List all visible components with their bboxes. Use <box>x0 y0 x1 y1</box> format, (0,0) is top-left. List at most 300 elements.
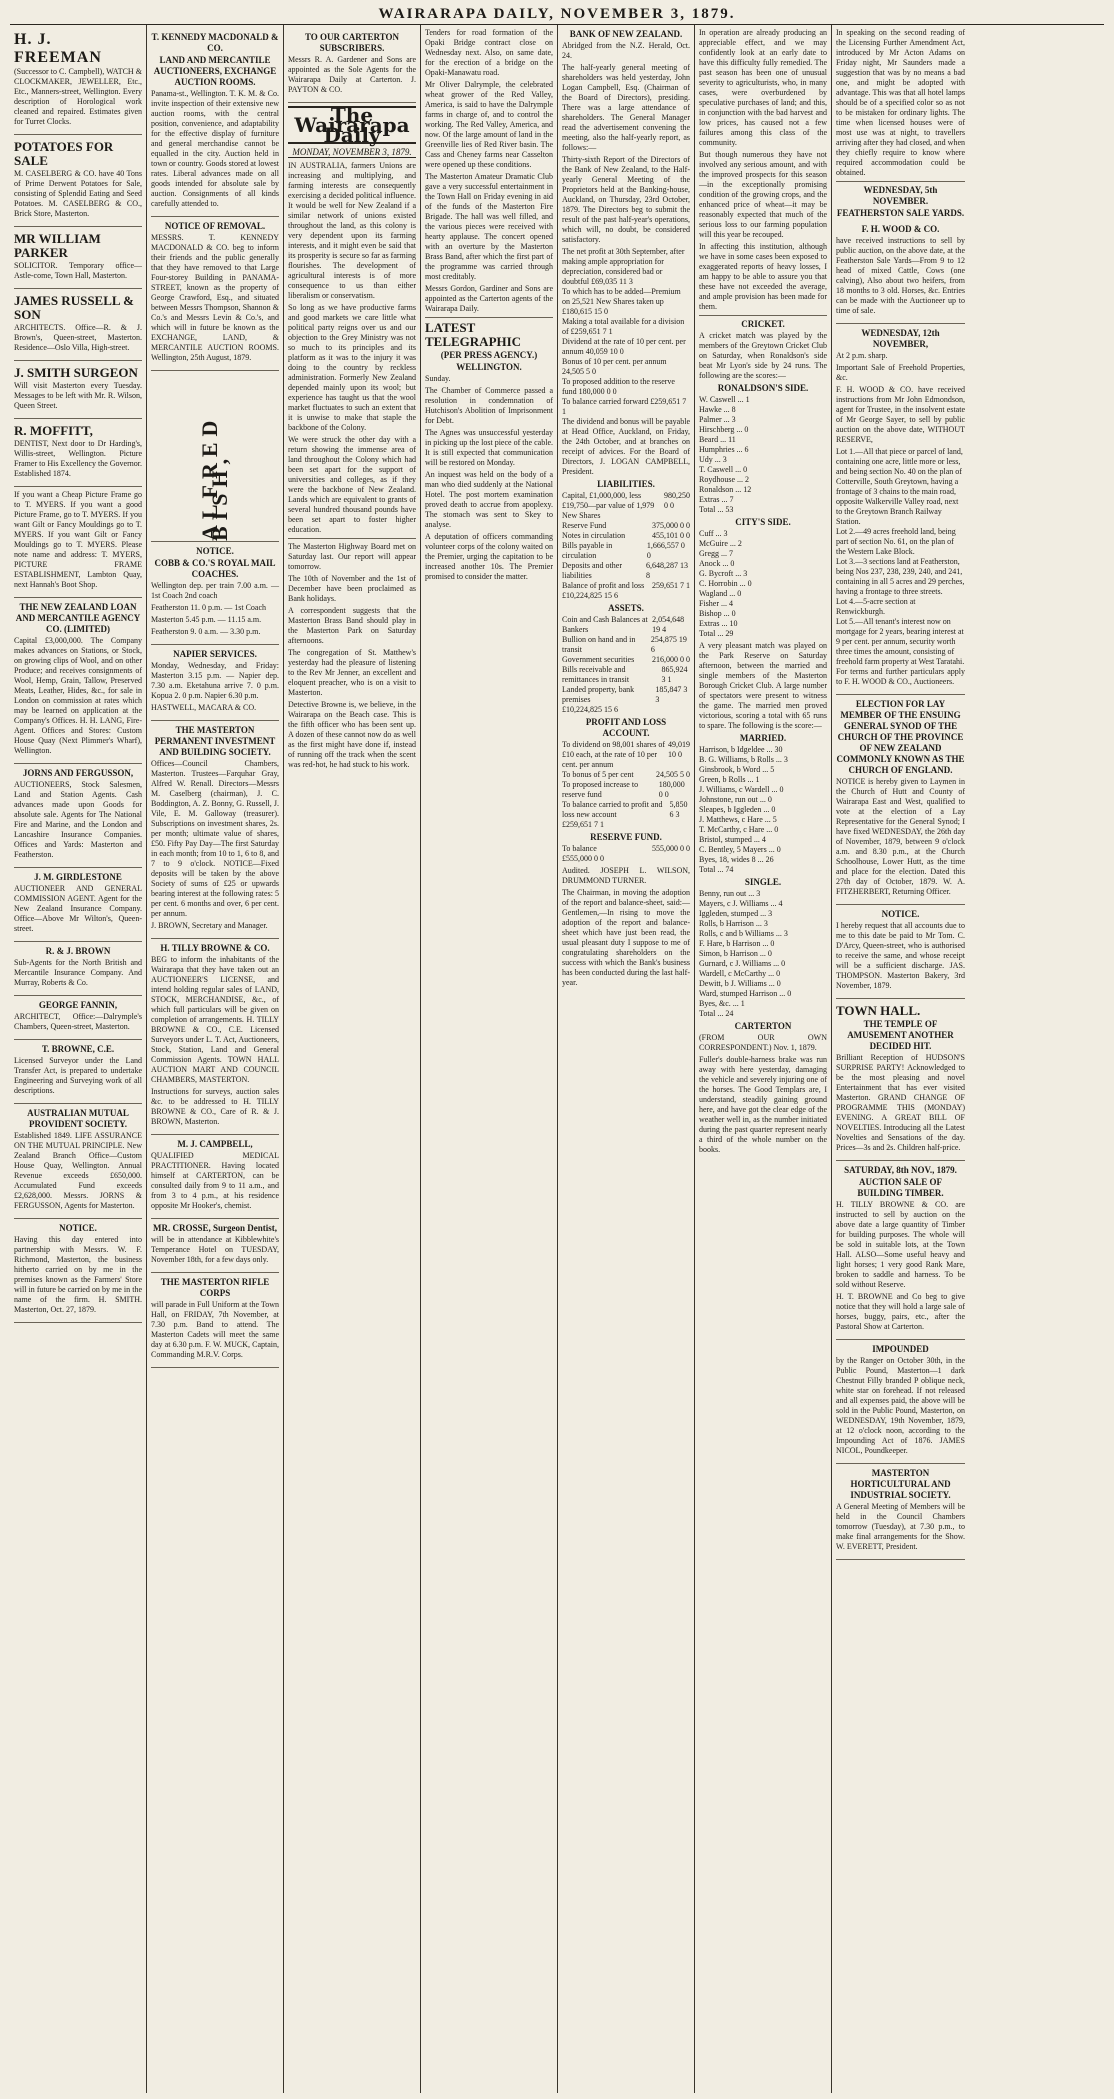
list-item: B. G. Williams, b Rolls ... 3 <box>699 755 788 764</box>
list-item: C. Horrobin ... 0 <box>699 579 752 588</box>
timetable-row: Featherston 9. 0 a.m. — 3.30 p.m. <box>151 627 261 636</box>
list-item: Benny, run out ... 3 <box>699 889 761 898</box>
report-paragraph: In affecting this institution, although we have in some cases been exposed to exaggerated reports of heavy losses, I am happy to be able to assure you that these have not exceeded the average, and ample provision has been made for them. <box>699 242 827 311</box>
list-item: Palmer ... 3 <box>699 415 736 424</box>
list-item: Roydhouse ... 2 <box>699 475 749 484</box>
table-row <box>562 581 690 591</box>
section-heading: LATEST TELEGRAPHIC <box>425 320 522 349</box>
ad-myers <box>14 487 142 598</box>
telegraph-paragraph: The Agnes was unsuccessful yesterday in picking up the lost piece of the cable. It is still expected that communication will be restored on Monday. <box>425 428 553 467</box>
ad-macdonald <box>151 28 279 217</box>
column-1 <box>10 25 147 2093</box>
ad-moffitt <box>14 419 142 487</box>
row-label: Notes in circulation <box>562 531 626 540</box>
row-label: Landed property, bank premises <box>562 685 635 704</box>
row-label: Coin and Cash Balances at Bankers <box>562 615 648 634</box>
account-label: To balance carried forward <box>562 397 649 406</box>
account-row <box>562 317 690 337</box>
news-paragraph: Messrs Gordon, Gardiner and Sons are appointed as the Carterton agents of the Wairarapa Daily. <box>425 284 553 313</box>
ad-title: THE NEW ZEALAND LOAN AND MERCANTILE AGENCY CO. (LIMITED) <box>15 602 141 634</box>
list-item: Rolls, b Harrison ... 3 <box>699 919 768 928</box>
table-row <box>562 521 690 531</box>
ad-alfred-bish <box>151 371 279 542</box>
list-item: Wagland ... 0 <box>699 589 742 598</box>
row-label: To proposed increase to reserve fund <box>562 780 639 799</box>
account-value: £259,651 7 1 <box>570 327 613 336</box>
score-total: Total ... 29 <box>699 629 734 638</box>
ad-russell <box>14 289 142 361</box>
account-label: To which has to be added—Premium on 25,521 New Shares taken up <box>562 287 681 306</box>
ad-title: R. & J. BROWN <box>45 946 111 956</box>
telegraph-paragraph: An inquest was held on the body of a man who died suddenly at the National Hotel. The post mortem examination proved death to accrue from apoplexy. The stomach was sent to Skey to analyse. <box>425 470 553 529</box>
list-item: Lot 1.—All that piece or parcel of land, containing one acre, little more or less, and being section No. 40 on the plan of Cotterville, South Greytown, having a frontage of 3 chains to the main road, opposite Walkerville Valley road, next to the Greytown Branch Railway Station. <box>836 447 963 526</box>
table-row <box>562 770 690 780</box>
row-value: 980,250 0 0 <box>664 491 690 510</box>
row-label: To dividend on 98,001 shares of £10 each, at the rate of 10 per cent. per annum <box>562 740 665 769</box>
ad-body: AUCTIONEERS, Stock Salesmen, Land and Station Agents. Cash advances made upon Goods for absolute sale. Agents for The National Fire and Marine, and the London and Lancashire Insurance Companies. Offices and Yards: Masterton and Featherston. <box>14 780 142 859</box>
score-total: Total ... 74 <box>699 865 734 874</box>
ad-notice-smith <box>14 1219 142 1323</box>
account-label: Making a total available for a division of <box>562 317 685 336</box>
sale-time: At 2 p.m. sharp. <box>836 351 888 360</box>
ad-body: will be in attendance at Kibblewhite's Temperance Hotel on TUESDAY, November 18th, for a few days only. <box>151 1235 279 1264</box>
ad-title: MR WILLIAM PARKER <box>14 231 101 260</box>
news-paragraph: In speaking on the second reading of the Licensing Further Amendment Act, introduced by Mr Acton Adams on Friday night, Mr Saunders made a suggestion that was by no means a bad one, and might be adopted with advantage. This was that all hotel lamps should be of a specified color so as not to be mistaken for ordinary lights. The time when licensed houses were of most use was at night, to travellers arriving after they had closed, and when they chiefly require to know where required accommodation could be obtained. <box>836 28 965 177</box>
ad-impounded <box>836 1340 965 1464</box>
news-paragraph: Tenders for road formation of the Opaki Bridge contract close on Wednesday next. Also, on same date, for the erection of a bridge on the Opaki-Manawatu road. <box>425 28 553 77</box>
table-row <box>562 800 690 820</box>
ad-title: H. TILLY BROWNE & CO. <box>160 943 270 953</box>
table-row <box>562 531 690 541</box>
list-item: T. McCarthy, c Hare ... 0 <box>699 825 779 834</box>
list-item: Wardell, c McCarthy ... 0 <box>699 969 781 978</box>
list-item: C. Bentley, 5 Mayers ... 0 <box>699 845 781 854</box>
section-heading: CRICKET. <box>741 319 785 329</box>
sale-subheading: Important Sale of Freehold Properties, &c. <box>836 363 965 382</box>
table-row <box>562 740 690 770</box>
dateline: MONDAY, NOVEMBER 3, 1879. <box>288 147 416 158</box>
ad-title: T. KENNEDY MACDONALD & CO. <box>151 32 279 53</box>
ad-cobb-coaches <box>151 542 279 645</box>
row-value: 49,019 10 0 <box>668 740 690 759</box>
table-row <box>562 685 690 705</box>
ad-title: F. H. WOOD & CO. <box>861 224 940 234</box>
row-label: To balance carried to profit and loss new account <box>562 800 663 819</box>
account-value: 40,059 10 0 <box>585 347 624 356</box>
ad-crosse <box>151 1219 279 1273</box>
ad-body: QUALIFIED MEDICAL PRACTITIONER. Having located himself at CARTERTON, can be consulted daily from 9 to 11 a.m., and from 3 to 4 p.m., at his residence opposite Mr Hooker's, chemist. <box>151 1151 279 1210</box>
ad-title: J. M. GIRDLESTONE <box>34 872 122 882</box>
ad-title: IMPOUNDED <box>872 1344 929 1354</box>
row-value: 24,505 5 0 <box>656 770 690 779</box>
list-item: Gregg ... 7 <box>699 549 733 558</box>
ad-body: DENTIST, Next door to Dr Harding's, Willis-street, Wellington. Picture Framer to His Excellency the Governor. Established 1874. <box>14 439 142 478</box>
row-label: Deposits and other liabilities <box>562 561 622 580</box>
account-row <box>562 397 690 417</box>
news-paragraph: The 10th of November and the 1st of December have been proclaimed as Bank holidays. <box>288 574 416 603</box>
ad-body: by the Ranger on October 30th, in the Public Pound, Masterton—1 dark Chestnut Filly branded P oblique neck, white star on forehead. If not released and all expenses paid, the above will be sold in the Public Pound, Masterton, on WEDNESDAY, 19th November, 1879, at 12 o'clock noon, according to the Impounding Act of 1876. JAMES NICOL, Poundkeeper. <box>836 1356 965 1455</box>
ad-subtitle: COBB & CO.'S ROYAL MAIL COACHES. <box>154 558 276 579</box>
news-paragraph: A very pleasant match was played on the Park Reserve on Saturday afternoon, between the married and single members of the Masterton Borough Cricket Club. A large number of spectators were present to witness the game. The married men proved victorious, scoring a total with 65 runs to spare. The following is the score:— <box>699 641 827 730</box>
ad-title: SATURDAY, 8th NOV., 1879. <box>844 1165 957 1175</box>
table-heading: RESERVE FUND. <box>590 832 662 842</box>
column-3 <box>284 25 421 2093</box>
section-heading: CARTERTON <box>734 1021 792 1031</box>
ad-title: ELECTION FOR LAY MEMBER OF THE ENSUING GENERAL SYNOD OF THE CHURCH OF THE PROVINCE OF NEW ZEALAND COMMONLY KNOWN AS THE CHURCH OF ENGLAND. <box>836 699 965 775</box>
ad-timber-sale <box>836 1161 965 1340</box>
ad-title: TOWN HALL. <box>836 1003 921 1018</box>
column-2 <box>147 25 284 2093</box>
ad-title: NOTICE. <box>881 909 920 919</box>
ad-wood-freehold <box>836 324 965 695</box>
list-item: Dewitt, b J. Williams ... 0 <box>699 979 781 988</box>
account-label: The net profit at 30th September, after making ample appropriation for depreciation, considered bad or doubtful <box>562 247 685 286</box>
ad-amp-society <box>14 1104 142 1219</box>
list-item: Johnstone, run out ... 0 <box>699 795 772 804</box>
section-heading: BANK OF NEW ZEALAND. <box>569 29 683 39</box>
list-item: Lot 4.—5-acre section at Renwickburgh. <box>836 597 916 616</box>
ad-body: Brilliant Reception of HUDSON'S SURPRISE PARTY! Acknowledged to be the most pleasing and novel Entertainment that has ever visited Masterton. GRAND CHANGE OF PROGRAMME THIS (MONDAY) EVENING. A GREAT BILL OF NOVELTIES. Introducing all the Latest Novelties and Sensations of the day. Prices—3s and 2s. Children half-price. <box>836 1053 965 1152</box>
account-value: 24,505 5 0 <box>562 367 596 376</box>
news-paragraph: Mr Oliver Dalrymple, the celebrated wheat grower of the Red Valley, America, is said to have the Dalrymple farms in charge of, and to control the working. The Red Valley, America, and now. Of the large amount of land in the Greenville lies of Red River basin. The Cass and Cheney farms near Casselton were opened up these conditions. <box>425 80 553 169</box>
ad-title: JORNS AND FERGUSSON, <box>22 768 134 778</box>
list-item: Rolls, c and b Williams ... 3 <box>699 929 788 938</box>
ad-title: THE MASTERTON PERMANENT INVESTMENT AND BUILDING SOCIETY. <box>154 725 276 757</box>
list-item: Harrison, b Idgeldee ... 30 <box>699 745 783 754</box>
ad-body: Established 1849. LIFE ASSURANCE ON THE MUTUAL PRINCIPLE. New Zealand Branch Office—Custom House Quay, Wellington. Annual Revenue exceeds £650,000. Accumulated Fund exceeds £2,628,000. Messrs. JORNS & FERGUSSON, Agents for Masterton. <box>14 1131 142 1210</box>
ad-body: BEG to inform the inhabitants of the Wairarapa that they have taken out an AUCTIONEER'S LICENSE, and intend holding regular sales of LAND, STOCK, MERCHANDISE, &c., of which full particulars will be given on completion of arrangements. H. TILLY BROWNE & CO., C.E. Licensed Surveyors under L. T. Act, Auctioneers, Stock, Station, Land and General Commission Agents. TOWN HALL AUCTION MART AND COUNCIL CHAMBERS, MASTERTON. <box>151 955 279 1084</box>
list-item: J. Matthews, c Hare ... 5 <box>699 815 777 824</box>
row-value: 455,101 0 0 <box>652 531 690 540</box>
table-heading: LIABILITIES. <box>597 479 655 489</box>
report-paragraph: In operation are already producing an appreciable effect, and we may confidently look at an early date to have this difficulty fully remedied. The past season has been one of unusual severity to agriculturists, who, in many cases, were overburdened by speculative purchases of land; and this, in conjunction with the bad harvest and low prices, has caused not a few failures among this class of the community. <box>699 28 827 147</box>
row-label: Balance of profit and loss <box>562 581 645 590</box>
ad-title: NOTICE. <box>196 546 234 556</box>
ad-subtitle: AUCTION SALE OF BUILDING TIMBER. <box>857 1177 944 1198</box>
news-paragraph: A cricket match was played by the members of the Greytown Cricket Club on Saturday, when Ronaldson's side beat Mr Lyon's side by 24 runs. The following are the scores:— <box>699 331 827 380</box>
account-label: Bonus of 10 per cent. per annum <box>562 357 667 366</box>
ad-body: Offices—Council Chambers, Masterton. Trustees—Farquhar Gray, Alfred W. Renall. Directors—Messrs M. Caselberg (chairman), J. C. Boddington, A. Z. Bonny, G. Russell, J. Vile, E. M. Galloway (treasurer). Subscriptions on investment shares, 2s. per month; ultimate value of shares, £50. Fifty Pay Day—The first Saturday in each month; from 10 to 1, 6 to 8, and 7 to 9 o'clock. NOTICE—Fixed deposits will be taken by the above Society of sums of £25 or upwards bearing interest at the following rates: 5 per cent. 6 months and over, 6 per cent. per annum. <box>151 759 279 918</box>
report-paragraph: The Chairman, in moving the adoption of the report and balance-sheet, said:—Gentlemen,—In rising to move the adoption of the report and balance-sheet which have just been read, the usual pleasant duty I suppose to me of congratulating shareholders on the success with which the Bank's business has been conducted during the last half-year. <box>562 888 690 987</box>
list-item: Byes, 18, wides 8 ... 26 <box>699 855 774 864</box>
table-row <box>562 561 690 581</box>
ad-tilly-browne <box>151 939 279 1135</box>
ad-title: M. J. CAMPBELL, <box>177 1139 253 1149</box>
section-subheading: (PER PRESS AGENCY.) <box>440 350 538 360</box>
ad-body: AUCTIONEER AND GENERAL COMMISSION AGENT. Agent for the New Zealand Insurance Company. Office—Above Mr Wilton's, Queen-street. <box>14 884 142 933</box>
account-row <box>562 357 690 377</box>
table-heading: ASSETS. <box>608 603 644 613</box>
ad-title: T. BROWNE, C.E. <box>41 1044 115 1054</box>
row-value: 259,651 7 1 <box>652 581 690 590</box>
editorial-paragraph: So long as we have productive farms and good markets we care little what political party reigns over us and our objection to the Grey Ministry was not so much to its principles and its platform as it was to the injury it was doing to the country by reckless administration. Formerly New Zealand depended mainly upon its wool; but experience has taught us that the wool market fluctuates to such an extent that it is unwise to make that staple the backbone of the Colony. <box>288 303 416 432</box>
account-value: £69,035 11 3 <box>591 277 633 286</box>
ad-title: GEORGE FANNIN, <box>38 1000 118 1010</box>
ad-body: H. TILLY BROWNE & CO. are instructed to sell by auction on the above date a large quantity of Timber for building purposes. The whole will be sold in suitable lots, at the Town Hall. ALSO—Some useful heavy and light horses; 1 very good Rank Mare, broken to saddle and harness. To be sold without Reserve. <box>836 1200 965 1289</box>
ad-napier-services <box>151 645 279 721</box>
ad-body: If you want a Cheap Picture Frame go to T. MYERS. If you want a good Picture Frame, go to T. MYERS. If you want Gilt or Fancy Mouldings go to T. MYERS. If you want Gilt or Fancy Mouldings go to T. MYERS. Please note name and address: T. MYERS, PICTURE FRAME ESTABLISHMENT, Lambton Quay, next Hannah's Boot Shop. <box>14 490 142 589</box>
ad-title: MR. CROSSE, Surgeon Dentist, <box>152 1223 277 1233</box>
divider <box>425 317 553 318</box>
score-list <box>699 395 827 505</box>
dateline-day: Sunday. <box>425 374 451 383</box>
account-row <box>562 337 690 357</box>
list-item: Iggleden, stumped ... 3 <box>699 909 773 918</box>
list-item: Ward, stumped Harrison ... 0 <box>699 989 792 998</box>
ad-town-hall <box>836 999 965 1161</box>
ad-title: NAPIER SERVICES. <box>173 649 257 659</box>
ad-freeman <box>14 28 142 135</box>
ad-subtitle: THE TEMPLE OF AMUSEMENT ANOTHER DECIDED HIT. <box>847 1019 954 1051</box>
score-list <box>699 889 827 1009</box>
score-total: Total ... 24 <box>699 1009 734 1018</box>
list-item: Lot 3.—3 sections land at Featherston, being Nos 237, 238, 239, 240, and 241, containing in all 5 acres and 29 perches, having a frontage to three streets. <box>836 557 965 596</box>
section-subheading: (FROM OUR OWN CORRESPONDENT.) Nov. 1, 1879. <box>699 1033 827 1052</box>
table-row <box>562 844 690 854</box>
report-paragraph: The dividend and bonus will be payable at Head Office, Auckland, on Friday, the 24th October, and at branches on receipt of advices. For the Board of Directors, J. LOGAN CAMPBELL, President. <box>562 417 690 476</box>
row-label: Capital, £1,000,000, less £19,750—par value of 1,979 New Shares <box>562 491 655 520</box>
list-item: Lot 5.—All tenant's interest now on mortgage for 2 years, bearing interest at 9 per cent. per annum, security worth three times the amount, consisting of freehold farm property at West Taratahi. <box>836 617 965 666</box>
list-item: Ronaldson ... 12 <box>699 485 752 494</box>
timetable-row: Wellington dep. per train 7.00 a.m. — 1st Coach 2nd coach <box>151 581 279 600</box>
table-row <box>562 541 690 561</box>
auditors: Audited. JOSEPH L. WILSON, DRUMMOND TURNER. <box>562 866 690 885</box>
ad-body: SOLICITOR. Temporary office—Astle-come, Town Hall, Masterton. <box>14 261 142 280</box>
news-paragraph: The Masterton Amateur Dramatic Club gave a very successful entertainment in the Town Hall on Friday evening in aid of the funds of the Masterton Fire Brigade. The hall was well filled, and the various pieces were received with hearty applause. The concert opened with an overture by the Masterton Brass Band, after which the first part of the programme was carried through most creditably. <box>425 172 553 281</box>
list-item: Sleapes, b Iggleden ... 0 <box>699 805 776 814</box>
row-label: Reserve Fund <box>562 521 607 530</box>
page-masthead: WAIRARAPA DAILY, NOVEMBER 3, 1879. <box>10 4 1104 25</box>
account-value: £259,651 7 1 <box>562 397 687 416</box>
list-item: Hirschberg ... 0 <box>699 425 749 434</box>
list-item: Udy ... 3 <box>699 455 727 464</box>
ad-jorns <box>14 764 142 868</box>
row-label: Bills payable in circulation <box>562 541 613 560</box>
ad-body: M. CASELBERG & CO. have 40 Tons of Prime Derwent Potatoes for Sale, consisting of Splendid Eating and Seed Potatoes. M. CASELBERG & CO., Brick Store, Masterton. <box>14 169 142 218</box>
row-label: Bills receivable and remittances in transit <box>562 665 630 684</box>
ad-title: H. J. FREEMAN <box>14 31 102 66</box>
ad-body: I hereby request that all accounts due to me to this date be paid to Mr Tom. C. D'Arcy, Queen-street, who is authorised to receive the same, and whose receipt will be a sufficient discharge. JAS. THOMPSON. Masterton Bakery, 3rd November, 1879. <box>836 921 965 990</box>
list-item: W. Caswell ... 1 <box>699 395 750 404</box>
ad-title: THE MASTERTON RIFLE CORPS <box>160 1277 270 1298</box>
table-row <box>562 655 690 665</box>
sale-date: WEDNESDAY, 5th NOVEMBER. <box>863 185 938 206</box>
ad-carterton-subscribers <box>288 28 416 103</box>
ad-building-society <box>151 721 279 939</box>
row-value: 185,847 3 3 <box>655 685 688 704</box>
column-4 <box>421 25 558 2093</box>
account-value: 180,000 0 0 <box>578 387 617 396</box>
divider <box>699 315 827 316</box>
editorial-paragraph: We were struck the other day with a return showing the immense area of land throughout the Colony which had been set apart for the support of universities and colleges, as if they were the backbone of New Zealand. Lands which are equivalent to grants of several hundred thousand pounds have been set apart to foster higher education. <box>288 435 416 534</box>
row-value: 865,924 3 1 <box>661 665 688 684</box>
row-value: 254,875 19 6 <box>650 635 687 654</box>
list-item: J. Williams, c Wardell ... 0 <box>699 785 784 794</box>
table-total: £10,224,825 15 6 <box>562 591 618 600</box>
ad-footer: Instructions for surveys, auction sales &c. to be addressed to H. TILLY BROWNE & CO., Care of R. & J. BROWN, Masterton. <box>151 1087 279 1126</box>
news-paragraph: Detective Browne is, we believe, in the Wairarapa on the Beach case. This is the fifth officer who has been sent up. A dozen of these cannot now do as well as the first might have done if, instead of running off the track when the scent was red-hot, he had stuck to his work. <box>288 700 416 769</box>
list-item: Bishop ... 0 <box>699 609 736 618</box>
ad-horticultural <box>836 1464 965 1560</box>
ad-title: J. SMITH SURGEON <box>14 365 138 380</box>
telegraph-paragraph: A deputation of officers commanding volunteer corps of the colony waited on the Premier, urging the capitation to be increased another 10s. The Premier promised to consider the matter. <box>425 532 553 581</box>
account-row <box>562 377 690 397</box>
list-item: Green, b Rolls ... 1 <box>699 775 760 784</box>
list-item: Extras ... 7 <box>699 495 734 504</box>
row-value: 5,850 6 3 <box>669 800 688 819</box>
team-heading: RONALDSON'S SIDE. <box>717 383 809 393</box>
column-7 <box>832 25 969 2093</box>
ad-title: TO OUR CARTERTON SUBSCRIBERS. <box>304 32 400 53</box>
ad-body: F. H. WOOD & CO. have received instructions from Mr John Edmondson, agent for Trustee, in the insolvent estate of Mr George Sayer, to sell by public auction on the above date, WITHOUT RESERVE, <box>836 385 965 444</box>
ad-body: will parade in Full Uniform at the Town Hall, on FRIDAY, 7th November, at 7.30 p.m. Band to attend. The Masterton Cadets will meet the same day at 6.30 p.m. F. W. MUCK, Captain, Commanding M.R.V. Corps. <box>151 1300 279 1359</box>
ad-body: Will visit Masterton every Tuesday. Messages to be left with Mr. R. Wilson, Queen Street. <box>14 381 142 410</box>
ad-campbell <box>151 1135 279 1219</box>
list-item: Cuff ... 3 <box>699 529 728 538</box>
list-item: Extras ... 10 <box>699 619 738 628</box>
section-subheading: Abridged from the N.Z. Herald, Oct. 24. <box>562 41 690 60</box>
ad-title: R. MOFFITT, <box>14 423 93 438</box>
list-item: Mayers, c J. Williams ... 4 <box>699 899 783 908</box>
row-value: 180,000 0 0 <box>658 780 685 799</box>
divider <box>288 538 416 539</box>
ad-body: H. T. BROWNE and Co beg to give notice that they will hold a large sale of horses, buggy, pairs, etc., after the Pastoral Show at Carterton. <box>836 1292 965 1331</box>
ad-title: POTATOES FOR SALE <box>14 139 114 168</box>
table-row <box>562 665 690 685</box>
ad-subtitle: LAND AND MERCANTILE AUCTIONEERS, EXCHANGE AUCTION ROOMS. <box>153 55 277 87</box>
table-row <box>562 615 690 635</box>
list-item: Byes, &c. ... 1 <box>699 999 745 1008</box>
row-value: 555,000 0 0 <box>652 844 690 853</box>
row-label: To balance <box>562 844 597 853</box>
team-heading: MARRIED. <box>739 733 787 743</box>
table-total: £259,651 7 1 <box>562 820 604 829</box>
list-item: Fisher ... 4 <box>699 599 733 608</box>
account-label: To proposed addition to the reserve fund <box>562 377 675 396</box>
account-label: Dividend at the rate of 10 per cent. per annum <box>562 337 686 356</box>
timetable-row: Featherston 11. 0 p.m. — 1st Coach <box>151 603 267 612</box>
telegraph-paragraph: The Chamber of Commerce passed a resolution in condemnation of Hutchison's Abolition of Imprisonment for Debt. <box>425 386 553 425</box>
ad-title: MASTERTON HORTICULTURAL AND INDUSTRIAL SOCIETY. <box>850 1468 951 1500</box>
ad-thompson-notice <box>836 905 965 999</box>
list-item: Anock ... 0 <box>699 559 735 568</box>
report-paragraph: But though numerous they have not involved any serious amount, and with the improved prospects for this season—in the exceptionally promising condition of the growing crops, and the enhanced price of wheat—it may be reasonably expected that much of the serious loss to our farming population will this year be recouped. <box>699 150 827 239</box>
ad-nz-loan <box>14 598 142 764</box>
team-heading: CITY'S SIDE. <box>735 517 791 527</box>
sale-place: FEATHERSTON SALE YARDS. <box>836 208 965 218</box>
table-row <box>562 780 690 800</box>
ad-rifle-corps <box>151 1273 279 1368</box>
news-paragraph: The Masterton Highway Board met on Saturday last. Our report will appear tomorrow. <box>288 542 416 571</box>
ad-title: NOTICE. <box>59 1223 97 1233</box>
ad-title: AUSTRALIAN MUTUAL PROVIDENT SOCIETY. <box>27 1108 129 1129</box>
ad-browne-ce <box>14 1040 142 1104</box>
list-item: Gurnard, c J. Williams ... 0 <box>699 959 786 968</box>
row-value: 6,648,287 13 8 <box>646 561 689 580</box>
ad-title: NOTICE OF REMOVAL. <box>164 221 266 231</box>
list-item: Beard ... 11 <box>699 435 736 444</box>
row-label: Bullion on hand and in transit <box>562 635 636 654</box>
ad-potatoes <box>14 135 142 227</box>
ad-body: ARCHITECT, Office:—Dalrymple's Chambers, Queen-street, Masterton. <box>14 1012 142 1031</box>
lot-list <box>836 447 965 667</box>
list-item: T. Caswell ... 0 <box>699 465 748 474</box>
ad-parker <box>14 227 142 289</box>
table-total: £10,224,825 15 6 <box>562 705 618 714</box>
row-value: 2,054,648 19 4 <box>652 615 685 634</box>
ad-title: ALFRED BISH, <box>197 414 232 541</box>
ad-body: NOTICE is hereby given to Laymen in the Church of Hutt and County of Wairarapa East and West, qualified to vote at the election of a Lay Representative for the General Synod; I have fixed WEDNESDAY, the 26th day of November, 1879, between 9 o'clock a.m. and 8.30 p.m., at the Church Schoolhouse, Lower Hutt, as the time and place for the election. Dated this 27th day of October, 1879. W. A. FITZHERBERT, Returning Officer. <box>836 777 965 896</box>
list-item: McGuire ... 2 <box>699 539 742 548</box>
ad-body: have received instructions to sell by public auction, on the above date, at the Featherston Sale Yards—From 9 to 12 head of mixed Cattle, Cows (one calving), Also about two heifers, from 18 months to 3 old. Horses, &c. Entries can be made with the Auctioneer up to time of sale. <box>836 236 965 315</box>
timetable-row: Masterton 5.45 p.m. — 11.15 a.m. <box>151 615 262 624</box>
ad-body: Licensed Surveyor under the Land Transfer Act, is prepared to undertake Engineering and Surveying work of all descriptions. <box>14 1056 142 1095</box>
column-5 <box>558 25 695 2093</box>
ad-body: (Successor to C. Campbell), WATCH & CLOCKMAKER, JEWELLER, Etc., Etc., Manners-street, Wellington. Every description of Horological work cleaned and repaired. Estimates given for Turret Clocks. <box>14 67 142 126</box>
ad-body: ARCHITECTS. Office—R. & J. Brown's, Queen-street, Masterton. Residence—Oslo Villa, High-street. <box>14 323 142 352</box>
table-row <box>562 635 690 655</box>
ad-signature: J. BROWN, Secretary and Manager. <box>151 921 268 930</box>
ad-wood-cattle <box>836 220 965 324</box>
ad-removal-notice <box>151 217 279 371</box>
list-item: Lot 2.—49 acres freehold land, being part of section No. 61, on the plan of the Western Lake Block. <box>836 527 956 556</box>
column-6 <box>695 25 832 2093</box>
list-item: Ginsbrook, b Word ... 5 <box>699 765 775 774</box>
list-item: F. Hare, b Harrison ... 0 <box>699 939 775 948</box>
score-list <box>699 745 827 865</box>
ad-body: A General Meeting of Members will be held in the Council Chambers tomorrow (Tuesday), at 7.30 p.m., to make final arrangements for the Show. W. EVERETT, President. <box>836 1502 965 1551</box>
list-item: G. Bycroft ... 3 <box>699 569 748 578</box>
ad-body: Sub-Agents for the North British and Mercantile Insurance Company. And Murray, Roberts & Co. <box>14 958 142 987</box>
ad-body: Panama-st., Wellington. T. K. M. & Co. invite inspection of their extensive new auction rooms, with the central position, convenience, and adaptability for the effective display of furniture and general merchandise cannot be equalled in the city. Auction held in town or country. Goods stored at lowest rates. Liberal advances made on all goods intended for absolute sale by auction. Consignments of all kinds carefully attended to. <box>151 89 279 208</box>
paper-title: The Wairarapa Daily <box>288 106 416 144</box>
ad-synod-election <box>836 695 965 905</box>
ad-smith <box>14 361 142 419</box>
ad-body: Having this day entered into partnership with Messrs. W. F. Richmond, Masterton, the business hitherto carried on by me in the premises known as the Farmers' Store will in future be carried on by me in the name of the firm. H. SMITH. Masterton, Oct. 27, 1879. <box>14 1235 142 1314</box>
dateline-place: WELLINGTON. <box>456 362 522 372</box>
editorial-paragraph: IN AUSTRALIA, farmers Unions are increasing and multiplying, and farming interests are consequently exercising a decided political influence. It would be well for New Zealand if a similar network of unions existed throughout the land, as this colony is very dependent upon its farming interests, and it might even be said that its prosperity is secure so far as farming flourishes. The development of agricultural interests is of more consequence to us than either liberalism or conservatism. <box>288 161 416 300</box>
ad-body: Capital £3,000,000. The Company makes advances on Stations, or Stock, on growing clips of Wool, and on other Produce; and receives consignments of Wool, Hemp, Grain, Tallow, Preserved Meats, Leather, Hides, &c., for sale in London on commission at rates which may be learned on application at the Company's Offices. H. H. LANG, Fire-Agent. Offices and Stores: Custom House Quay (Next Plimmer's Wharf), Wellington. <box>14 636 142 755</box>
score-total: Total ... 53 <box>699 505 734 514</box>
list-item: Simon, b Harrison ... 0 <box>699 949 772 958</box>
ad-footer: For terms and further particulars apply to F. H. WOOD & CO., Auctioneers. <box>836 667 965 686</box>
ad-body: Monday, Wednesday, and Friday: Masterton 3.15 p.m. — Napier dep. 7.30 a.m. Eketahuna arrive 7. 0 p.m. Kopua 2. 0 p.m. Napier 6.30 p.m. <box>151 661 279 700</box>
report-paragraph: Thirty-sixth Report of the Directors of the Bank of New Zealand, to the Half-yearly General Meeting of the Proprietors held at the Banking-house, Auckland, on Thursday, 23rd October, 1879. The Directors beg to submit the result of the past half-year's operations, which will, no doubt, be considered satisfactory. <box>562 155 690 244</box>
account-row <box>562 287 690 317</box>
row-label: To bonus of 5 per cent <box>562 770 634 779</box>
ad-title: JAMES RUSSELL & SON <box>14 293 134 322</box>
report-paragraph: The half-yearly general meeting of shareholders was held yesterday, John Logan Campbell, Esq. (Chairman of the Board of Directors), presiding. There was a large attendance of shareholders. The General Manager read the advertisement convening the meeting, also the half-yearly report, as follows:— <box>562 63 690 152</box>
divider <box>836 181 965 182</box>
ad-brown <box>14 942 142 996</box>
news-paragraph: The congregation of St. Matthew's yesterday had the pleasure of listening to the Rev Mr Jenner, an excellent and eloquent preacher, who is on a visit to Masterton. <box>288 648 416 697</box>
score-list <box>699 529 827 629</box>
account-row <box>562 247 690 287</box>
account-value: £180,615 15 0 <box>562 307 608 316</box>
ad-body: Messrs R. A. Gardener and Sons are appointed as the Sole Agents for the Wairarapa Daily at Carterton. J. PAYTON & CO. <box>288 55 416 94</box>
team-heading: SINGLE. <box>744 877 782 887</box>
list-item: Humphries ... 6 <box>699 445 749 454</box>
table-heading: PROFIT AND LOSS ACCOUNT. <box>585 717 667 738</box>
news-paragraph: Fuller's double-harness brake was run away with here yesterday, damaging the vehicle and severely injuring one of the horses. The Good Templars are, I understand, steadily gaining ground here, and have got the clear edge of the weather well in, as the number initiated during the past quarter represent nearly a third of the whole number on the books. <box>699 1055 827 1154</box>
sale-date: WEDNESDAY, 12th NOVEMBER, <box>861 328 940 349</box>
ad-signature: HASTWELL, MACARA & CO. <box>151 703 257 712</box>
columns <box>10 25 1104 2093</box>
row-value: 216,000 0 0 <box>652 655 690 664</box>
row-value: 1,666,557 0 0 <box>646 541 685 560</box>
ad-girdlestone <box>14 868 142 942</box>
ad-fannin <box>14 996 142 1040</box>
